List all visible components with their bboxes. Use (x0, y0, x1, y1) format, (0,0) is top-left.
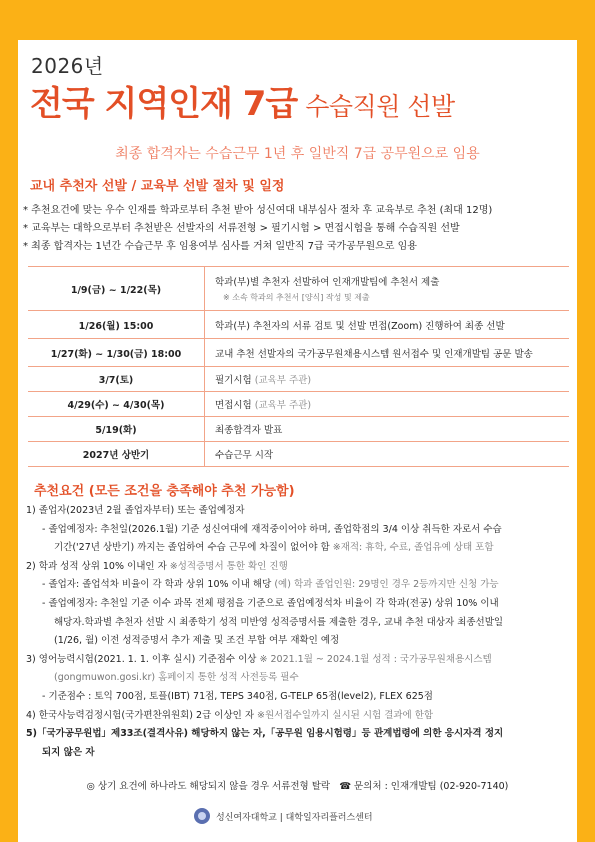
requirement-detail: - 기준점수 : 토익 700점, 토플(IBT) 71점, TEPS 340점, G-TELP 65점(level2), FLEX 625점 (42, 690, 433, 702)
schedule-row (28, 392, 569, 417)
schedule-desc: 수습근무 시작 (205, 442, 570, 467)
schedule-desc-cell (205, 267, 570, 311)
requirement-detail (26, 576, 572, 595)
schedule-desc-cell (205, 367, 570, 392)
schedule-date: 1/9(금) ~ 1/22(목) (28, 267, 205, 311)
disqualification-note: ◎ 상기 요건에 하나라도 해당되지 않을 경우 서류전형 탈락 (86, 781, 331, 792)
requirement-detail: - 졸업예정자: 추천일(2026.1월) 기준 성신여대에 재적중이어야 하며, 졸업학점의 3/4 이상 취득한 자로서 수습 (42, 523, 502, 535)
requirement-item (26, 651, 572, 670)
requirement-text: 2) 학과 성적 상위 10% 이내인 자 (26, 560, 167, 572)
requirement-text: 기간('27년 상반기) 까지는 졸업하여 수습 근무에 차질이 없어야 함 (54, 542, 330, 554)
schedule-extra: (교육부 주관) (254, 400, 312, 411)
requirement-detail: (1/26, 월) 이전 성적증명서 추가 제출 및 조건 부합 여부 재확인 예정 (54, 635, 340, 647)
schedule-table (28, 266, 569, 467)
schedule-desc-cell (205, 392, 570, 417)
requirement-note: ※재적: 휴학, 수료, 졸업유예 상태 포함 (332, 542, 494, 554)
requirement-item (26, 558, 572, 577)
university-emblem-icon (194, 808, 210, 824)
requirement-note: (예) 학과 졸업인원: 29명인 경우 2등까지만 신청 가능 (274, 579, 499, 591)
schedule-date: 1/27(화) ~ 1/30(금) 18:00 (28, 339, 205, 367)
requirement-detail: - 졸업예정자: 추천일 기준 이수 과목 전체 평점을 기준으로 졸업예정석차 비율이 각 학과(전공) 상위 10% 이내 (42, 597, 499, 609)
procedure-bullets (23, 202, 573, 256)
schedule-desc: 학과(부)별 추천자 선발하여 인재개발팀에 추천서 제출 (215, 277, 440, 288)
poster-subtitle: 최종 합격자는 수습근무 1년 후 일반직 7급 공무원으로 임용 (115, 146, 480, 162)
schedule-desc: 교내 추천 선발자의 국가공무원채용시스템 원서접수 및 인재개발팀 공문 발송 (205, 339, 570, 367)
bullet-item: * 추천요건에 맞는 우수 인재를 학과로부터 추천 받아 성신여대 내부심사 절차 후 교육부로 추천 (최대 12명) (23, 205, 493, 216)
requirements-list (26, 502, 572, 762)
requirement-text: 3) 영어능력시험(2021. 1. 1. 이후 실시) 기준점수 이상 (26, 653, 257, 665)
schedule-desc: 학과(부) 추천자의 서류 검토 및 선발 면접(Zoom) 진행하여 최종 선발 (205, 311, 570, 339)
requirement-note: ※ 2021.1월 ~ 2024.1월 성적 : 국가공무원채용시스템 (259, 653, 492, 665)
contact-info: ☎ 문의처 : 인재개발팀 (02-920-7140) (339, 781, 509, 792)
schedule-row (28, 339, 569, 367)
schedule-date: 3/7(토) (28, 367, 205, 392)
requirement-detail: 되지 않은 자 (42, 746, 95, 758)
requirement-note: ※성적증명서 통한 확인 진행 (169, 560, 288, 572)
schedule-date: 1/26(월) 15:00 (28, 311, 205, 339)
requirement-detail: 해당자.학과별 추천자 선발 시 최종학기 성적 미반영 성적증명서를 제출한 경우, 교내 추천 대상자 최종선발일 (54, 616, 504, 628)
schedule-row (28, 417, 569, 442)
schedule-date: 2027년 상반기 (28, 442, 205, 467)
requirement-item: 1) 졸업자(2023년 2월 졸업자부터) 또는 졸업예정자 (26, 505, 245, 516)
requirement-note: ※원서접수일까지 실시된 시험 결과에 한함 (257, 709, 434, 721)
schedule-row (28, 311, 569, 339)
schedule-extra: (교육부 주관) (254, 375, 312, 386)
section-heading-requirements: 추천요건 (모든 조건을 충족해야 추천 가능함) (34, 484, 295, 499)
title-main: 전국 지역인재 7급 (30, 84, 298, 124)
university-logo (194, 808, 373, 824)
section-heading-procedure: 교내 추천자 선발 / 교육부 선발 절차 및 일정 (30, 179, 285, 194)
year-label: 2026년 (31, 54, 104, 78)
title-sub: 수습직원 선발 (305, 92, 455, 121)
poster-sheet (18, 40, 577, 842)
organization-name: 성신여자대학교 | 대학일자리플러스센터 (216, 812, 373, 823)
schedule-desc: 필기시험 (215, 375, 252, 386)
requirement-item (26, 707, 572, 726)
requirement-item: 5)「국가공무원법」제33조(결격사유) 해당하지 않는 자,「공무원 임용시험령」등 관계법령에 의한 응시자격 정지 (26, 728, 504, 740)
requirement-detail: (gongmuwon.gosi.kr) 홈페이지 통한 성적 사전등록 필수 (54, 672, 299, 684)
schedule-row (28, 267, 569, 311)
requirement-detail (26, 539, 572, 558)
schedule-desc: 최종합격자 발표 (205, 417, 570, 442)
schedule-date: 5/19(화) (28, 417, 205, 442)
schedule-desc: 면접시험 (215, 400, 252, 411)
requirement-text: 4) 한국사능력검정시험(국가편찬위원회) 2급 이상인 자 (26, 709, 255, 721)
poster-title (30, 76, 455, 125)
requirement-text: - 졸업자: 졸업석차 비율이 각 학과 상위 10% 이내 해당 (42, 579, 272, 591)
schedule-row (28, 442, 569, 467)
schedule-note: ※ 소속 학과의 추천서 [양식] 작성 및 제출 (223, 293, 370, 302)
schedule-row (28, 367, 569, 392)
schedule-date: 4/29(수) ~ 4/30(목) (28, 392, 205, 417)
bullet-item: * 교육부는 대학으로부터 추천받은 선발자의 서류전형 > 필기시험 > 면접시험을 통해 수습직원 선발 (23, 223, 460, 234)
bullet-item: * 최종 합격자는 1년간 수습근무 후 임용여부 심사를 거쳐 일반직 7급 국가공무원으로 임용 (23, 241, 417, 252)
footer-note (18, 778, 577, 792)
